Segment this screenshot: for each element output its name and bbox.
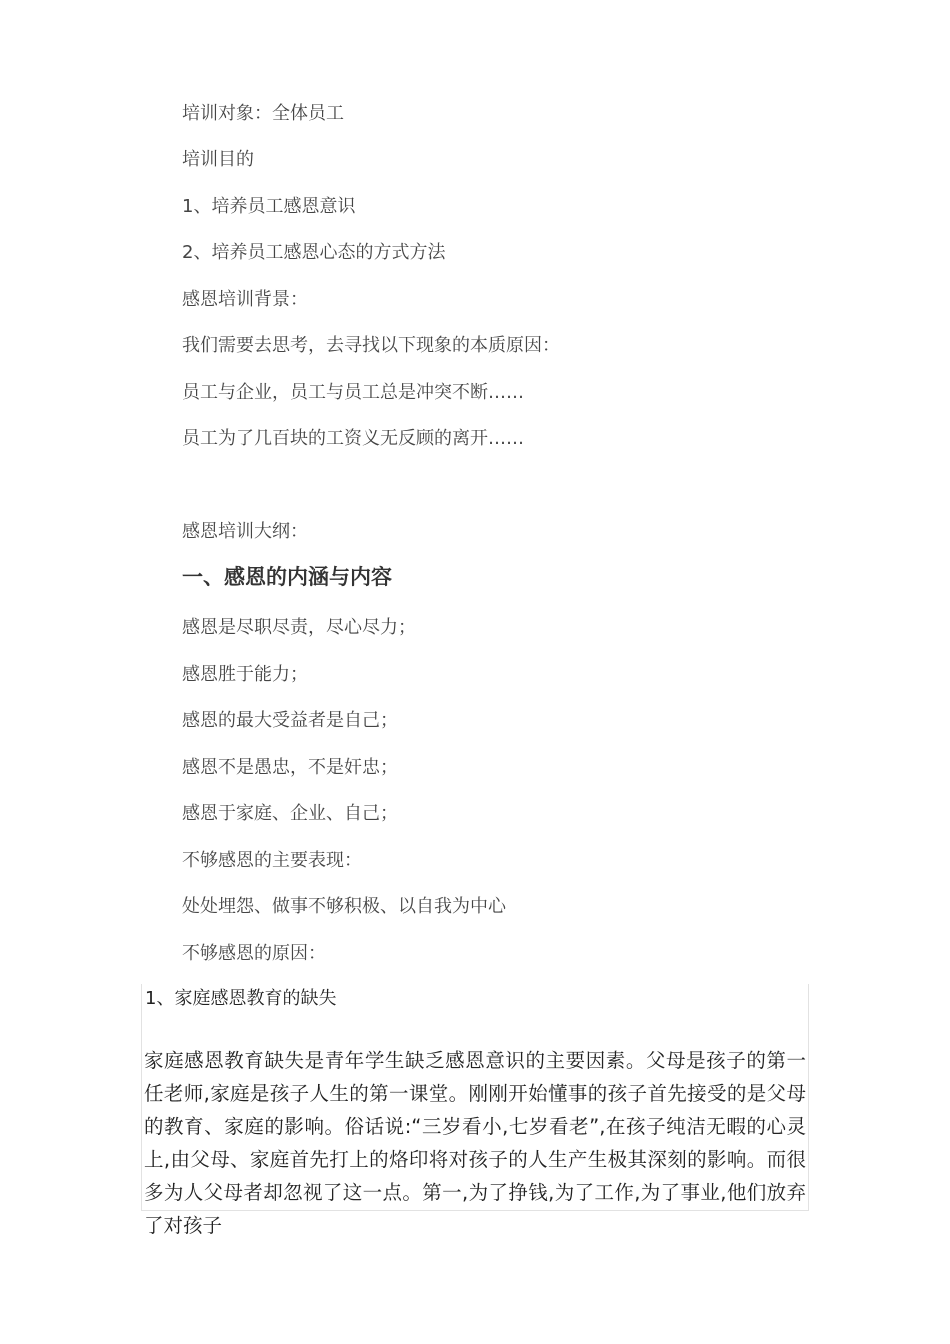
background-line-3: 员工为了几百块的工资义无反顾的离开…… [182, 428, 524, 449]
reason-box-body: 家庭感恩教育缺失是青年学生缺乏感恩意识的主要因素。父母是孩子的第一任老师,家庭是孩子人生的第一课堂。刚刚开始懂事的孩子首先接受的是父母的教育、家庭的影响。俗话说:“三岁看小,七岁看老”,在孩子纯洁无暇的心灵上,由父母、家庭首先打上的烙印将对孩子的人生产生极其深刻的影响。而很多为人父母者却忽视了这一点。第一,为了挣钱,为了工作,为了事业,他们放弃了对孩子 [144, 1049, 806, 1237]
training-purpose-item-2: 2、培养员工感恩心态的方式方法 [182, 242, 446, 263]
outline-item: 不够感恩的原因： [182, 943, 326, 964]
outline-item: 处处埋怨、做事不够积极、以自我为中心 [182, 896, 506, 917]
section-heading: 一、感恩的内涵与内容 [182, 565, 392, 589]
outline-item: 感恩胜于能力； [182, 664, 308, 685]
outline-item: 感恩的最大受益者是自己； [182, 710, 398, 731]
training-purpose-item-1: 1、培养员工感恩意识 [182, 196, 356, 217]
outline-item: 感恩于家庭、企业、自己； [182, 803, 398, 824]
outline-item: 感恩不是愚忠，不是奸忠； [182, 757, 398, 778]
training-target: 培训对象：全体员工 [182, 103, 344, 124]
background-title: 感恩培训背景： [182, 289, 308, 310]
training-purpose-title: 培训目的 [182, 149, 254, 170]
background-line-2: 员工与企业，员工与员工总是冲突不断…… [182, 382, 524, 403]
reason-box-title: 1、家庭感恩教育的缺失 [145, 988, 337, 1009]
reason-text-box [141, 984, 809, 1237]
outline-item: 感恩是尽职尽责，尽心尽力； [182, 617, 416, 638]
outline-item: 不够感恩的主要表现： [182, 850, 362, 871]
outline-title: 感恩培训大纲： [182, 521, 308, 542]
background-line-1: 我们需要去思考，去寻找以下现象的本质原因： [182, 335, 560, 356]
